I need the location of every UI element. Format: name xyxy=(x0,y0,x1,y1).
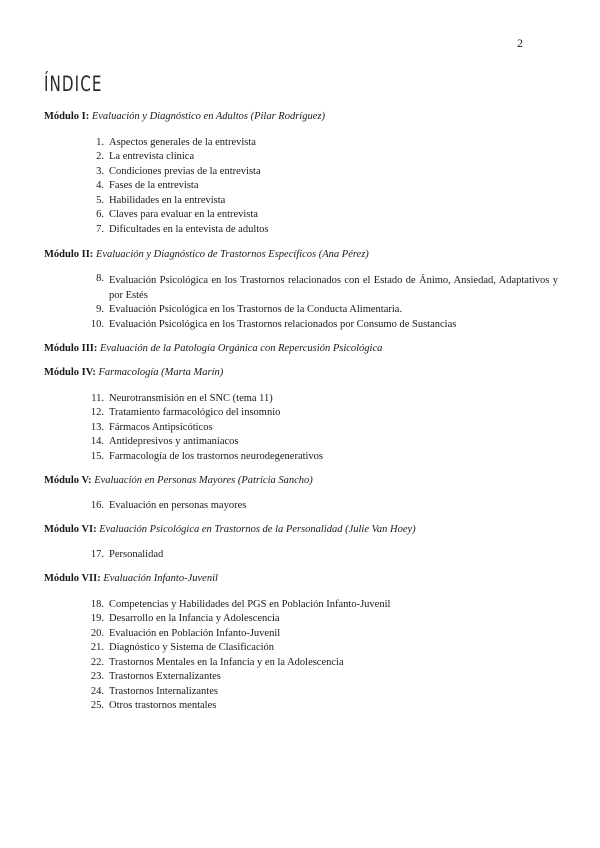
module-label: Módulo III: xyxy=(44,343,98,354)
module-title: Evaluación de la Patología Orgánica con Repercusión Psicológica xyxy=(100,343,383,354)
module-3-heading xyxy=(44,343,382,354)
module-6-heading xyxy=(44,524,416,535)
module-5-heading xyxy=(44,475,313,486)
module-1-heading xyxy=(44,111,325,122)
module-label: Módulo V: xyxy=(44,475,92,486)
module-title: Evaluación y Diagnóstico en Adultos (Pilar Rodríguez) xyxy=(91,111,325,122)
module-title: Evaluación en Personas Mayores (Patricia Sancho) xyxy=(94,475,313,486)
module-title: Evaluación Infanto-Juvenil xyxy=(103,573,218,584)
module-title: Evaluación y Diagnóstico de Trastornos Específicos (Ana Pérez) xyxy=(95,249,369,260)
module-title: Farmacología (Marta Marín) xyxy=(98,367,224,378)
module-label: Módulo II: xyxy=(44,249,94,260)
page-number: 2 xyxy=(517,36,523,50)
module-label: Módulo VI: xyxy=(44,524,97,535)
module-7-heading xyxy=(44,573,218,584)
module-label: Módulo IV: xyxy=(44,367,96,378)
module-4-heading xyxy=(44,367,223,378)
module-label: Módulo VII: xyxy=(44,573,101,584)
module-title: Evaluación Psicológica en Trastornos de la Personalidad (Julie Van Hoey) xyxy=(99,524,416,535)
module-label: Módulo I: xyxy=(44,111,90,122)
module-2-heading xyxy=(44,249,369,260)
page-title: ÍNDICE xyxy=(44,72,103,96)
